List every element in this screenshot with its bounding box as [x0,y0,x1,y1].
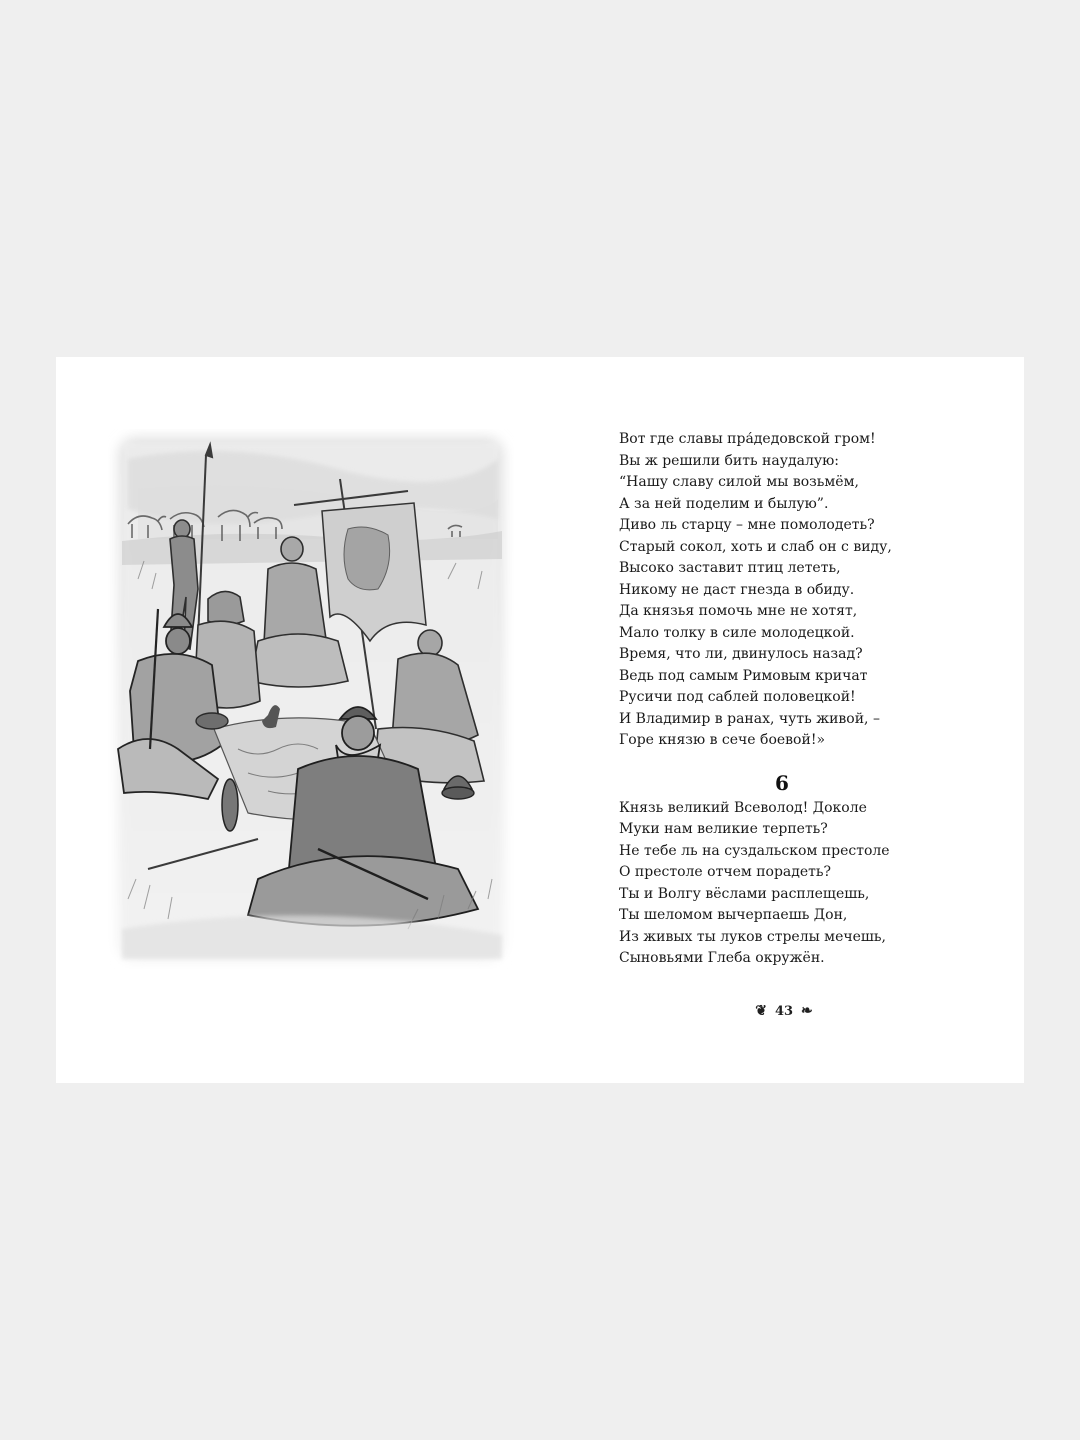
verse-line: И Владимир в ранах, чуть живой, – [619,710,880,727]
verse-line: Ты шеломом вычерпаешь Дон, [619,907,848,923]
verse-line: Никому не даст гнезда в обиду. [619,581,855,598]
verse-line: Время, что ли, двинулось назад? [619,646,863,662]
verse-line: Сыновьями Глеба окружён. [619,950,825,966]
verse-line: Князь великий Всеволод! Доколе [619,799,867,816]
verse-line: Да князья помочь мне не хотят, [619,603,858,619]
page-number: 43 [774,1003,794,1019]
verse-line: Ведь под самым Римовым кричат [619,667,868,684]
verse-line: Русичи под саблей половецкой! [619,689,856,705]
stanza-two [619,798,949,970]
ornament-right-icon: ❧ [801,1003,813,1019]
verse-line: Вы ж решили бить наудалую: [619,452,839,469]
verse-line: Горе князю в сече боевой!» [619,732,826,748]
verse-line: Диво ль старцу – мне помолодеть? [619,517,875,533]
verse-line: Старый сокол, хоть и слаб он с виду, [619,538,892,555]
verse-line: Мало толку в силе молодецкой. [619,624,855,641]
verse-line: Высоко заставит птиц лететь, [619,560,841,576]
poem-text [619,429,949,970]
verse-line: А за ней поделим и былую”. [619,495,829,512]
book-spread [56,357,1024,1083]
illustration [108,429,514,969]
verse-line: “Нашу славу силой мы возьмём, [619,474,859,490]
verse-line: Вот где славы пра́дедовской гром! [619,431,876,447]
page-number-footer [619,999,949,1023]
section-number: 6 [775,770,789,795]
warriors-illustration [108,429,514,969]
verse-line: О престоле отчем порадеть? [619,864,832,880]
verse-line: Муки нам великие терпеть? [619,821,828,837]
verse-line: Не тебе ль на суздальском престоле [619,842,890,859]
verse-line: Из живых ты луков стрелы мечешь, [619,928,886,945]
verse-line: Ты и Волгу вёслами расплещешь, [619,885,870,902]
ornament-left-icon: ❦ [755,1003,767,1019]
stanza-one [619,429,949,752]
